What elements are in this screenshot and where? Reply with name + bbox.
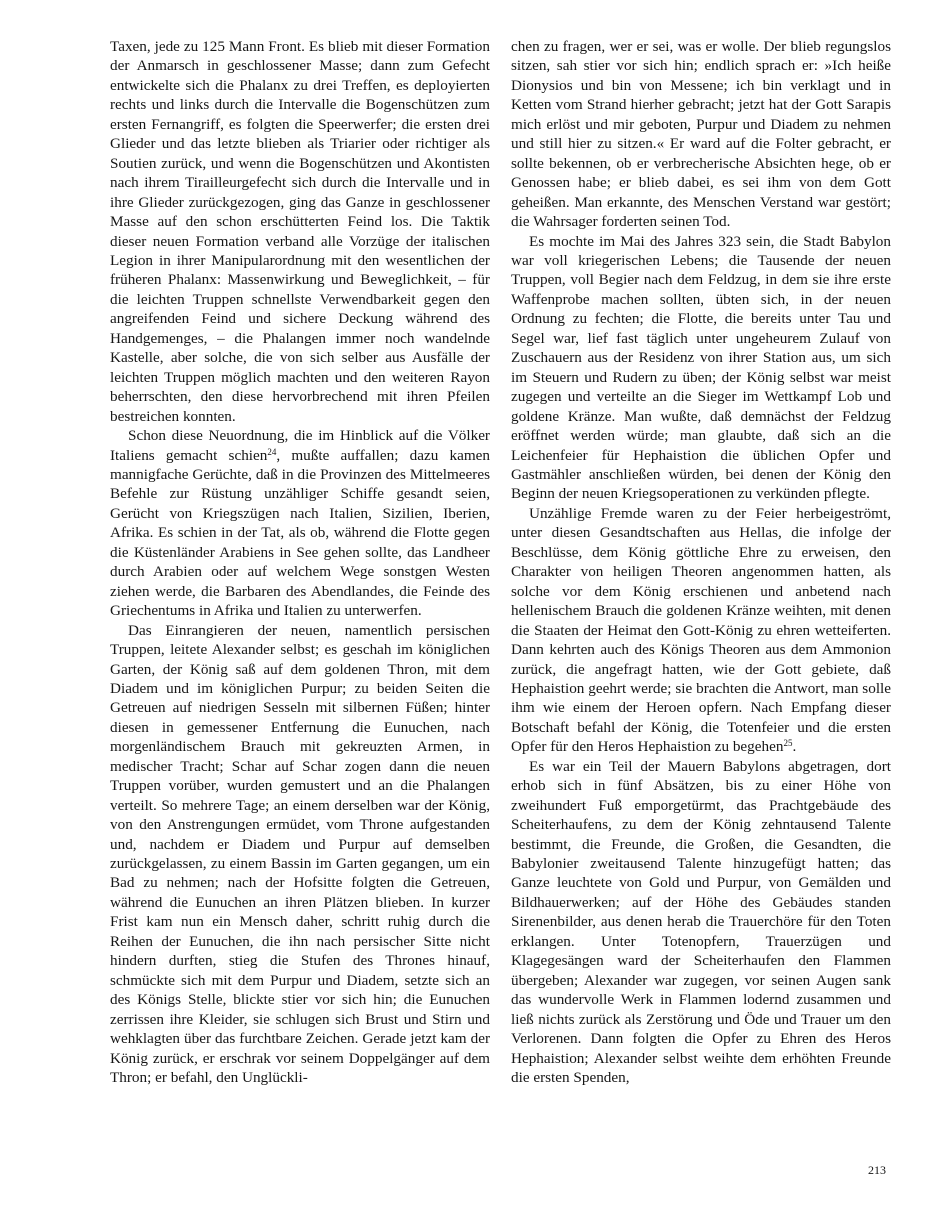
paragraph: Taxen, jede zu 125 Mann Front. Es blieb mit dieser Formation der Anmarsch in geschlossener Masse; dann zum Gefecht entwickelte sich die Phalanx zu drei Treffen, es deployierten rechts und links durch die Intervalle die Bogenschützen zum ersten Fernangriff, es folgten die Speerwerfer; die ersten drei Glieder und das letzte blieben als Triarier oder richtiger als Soutien zurück, und wenn die Bogenschützen und Akontisten nach ihrem Tirailleurgefecht sich durch die Intervalle und in ihre Glieder zurückgezogen, ging das Ganze in geschlossener Masse auf den schon erschütterten Feind los. Die Taktik dieser neuen Formation verband alle Vorzüge der italischen Legion in ihrer Manipularordnung mit den wesentlichen der früheren Phalanx: Massenwirkung und Beweglichkeit, – für die leichten Truppen schnellste Verwendbarkeit gegen den angreifenden Feind und sichere Deckung während des Handgemenges, – die Phalangen immer noch wandelnde Kastelle, aber solche, die von sich selber aus Ausfälle der leichten Truppen möglich machten und den weiteren Rayon beherrschten, den diese hervorbrechend mit ihren Pfeilen bestreichen konnten.: [110, 38, 490, 425]
paragraph: [110, 426, 490, 621]
paragraph-text: Schon diese Neuordnung, die im Hinblick auf die Völker Italiens gemacht schien: [110, 427, 490, 464]
paragraph-text: , mußte auffallen; dazu kamen mannigfache Gerüchte, daß in die Provinzen des Mittelmeeres Befehle zur Rüstung unzähliger Schiffe gesandt seien, Gerücht von Kriegszügen nach Italien, Sizilien, Iberien, Afrika. Es schien in der Tat, als ob, während die Flotte gegen die Küstenländer Arabiens in See gehen sollte, das Landheer durch Arabien oder auf welchem Wege sonstgen Westen ziehen werde, die Barbaren des Abendlandes, die Feinde des Griechentums in Afrika und Italien zu unterwerfen.: [110, 446, 490, 620]
footnote-reference: 24: [267, 446, 277, 457]
paragraph: Es mochte im Mai des Jahres 323 sein, die Stadt Babylon war voll kriegerischen Lebens; die Tausende der neuen Truppen, voll Begier nach dem Feldzug, in dem sie ihre erste Waffenprobe machen sollten, übten sich, in der neuen Ordnung zu fechten; die Flotte, die bereits unter Tau und Segel war, lief fast täglich unter ungeheurem Zulauf von Zuschauern aus der Residenz von ihrer Station aus, um sich im Steuern und Rudern zu üben; der König selbst war meist zugegen und verteilte an die Sieger im Wettkampf Lob und goldene Kränze. Man wußte, daß demnächst der Feldzug eröffnet werden würde; man glaubte, daß sich an die Leichenfeier für Hephaistion die üblichen Opfer und Gastmähler anschließen würden, bei denen der König den Beginn der neuen Kriegsoperationen zu verkünden pflegte.: [511, 232, 891, 503]
paragraph: Es war ein Teil der Mauern Babylons abgetragen, dort erhob sich in fünf Absätzen, bis zu einer Höhe von zweihundert Fuß emporgetürmt, das Prachtgebäude des Scheiterhaufens, zu dem der König zehntausend Talente bestimmt, die Freunde, die Großen, die Gesandten, die Babylonier zweitausend Talente hinzugefügt hatten; das Ganze leuchtete von Gold und Purpur, von Gemälden und Bildhauerwerken; auf der Höhe des Gebäudes standen Sirenenbilder, aus denen herab die Trauerchöre für den Toten erklangen. Unter Totenopfern, Trauerzügen und Klagegesängen ward der Scheiterhaufen den Flammen übergeben; Alexander war zugegen, vor seinen Augen sank das wundervolle Werk in Flammen lodernd zusammen und ließ nichts zurück als Zerstörung und Öde und Trauer um den Verlorenen. Dann folgten die Opfer zu Ehren des Heros Hephaistion; Alexander selbst weihte dem erhöhten Freunde die ersten Spenden,: [511, 757, 891, 1087]
footnote-reference: 25: [783, 738, 793, 749]
paragraph-text: .: [792, 738, 797, 756]
left-text-column: [110, 37, 490, 1087]
right-text-column: [511, 37, 891, 1087]
paragraph: [511, 504, 891, 757]
paragraph-text: Unzählige Fremde waren zu der Feier herbeigeströmt, unter diesen Gesandtschaften aus Hellas, die infolge der Beschlüsse, dem König göttliche Ehre zu erweisen, den Charakter von heiligen Theoren angenommen hatten, als solche vor dem König erschienen und anbetend nach hellenischem Brauch die goldenen Kränze weihten, mit denen die Staaten der Heimat den Gott-König zu ehren wetteiferten. Dann kehrten auch des Königs Theoren aus dem Ammonion zurück, die angefragt hatten, wie der Gott gebiete, daß Hephaistion geehrt werde; sie brachten die Antwort, man solle ihm wie einem der Heroen opfern. Nach Empfang dieser Botschaft befahl der König, die Totenfeier und die ersten Opfer für den Heros Hephaistion zu begehen: [511, 504, 891, 756]
paragraph: chen zu fragen, wer er sei, was er wolle. Der blieb regungslos sitzen, sah stier vor sich hin; endlich sprach er: »Ich heiße Dionysios und bin von Messene; ich bin verklagt und in Ketten vom Strand hierher gebracht; jetzt hat der Gott Sarapis mich erlöst und mir geboten, Purpur und Diadem zu nehmen und still hier zu sitzen.« Er ward auf die Folter gebracht, er sollte bekennen, ob er verbrecherische Absichten hege, ob er Genossen habe; er blieb dabei, es sei ihm von dem Gott geheißen. Man erkannte, des Menschen Verstand war gestört; die Wahrsager forderten seinen Tod.: [511, 38, 891, 231]
paragraph: Das Einrangieren der neuen, namentlich persischen Truppen, leitete Alexander selbst; es geschah im königlichen Garten, der König saß auf dem goldenen Thron, mit dem Diadem und im königlichen Purpur; zu beiden Seiten die Getreuen auf niedrigen Sesseln mit silbernen Füßen; hinter diesen in gemessener Entfernung die Eunuchen, nach morgenländischem Brauch mit gekreuzten Armen, in medischer Tracht; Schar auf Schar zogen dann die neuen Truppen vorüber, wurden gemustert und an die Phalangen verteilt. So mehrere Tage; an einem derselben war der König, von den Anstrengungen ermüdet, vom Throne aufgestanden und, nachdem er Diadem und Purpur auf demselben zurückgelassen, zu einem Bassin im Garten gegangen, um ein Bad zu nehmen; nach der Hofsitte folgten die Getreuen, während die Eunuchen an ihren Plätzen blieben. In kurzer Frist kam nun ein Mensch daher, schritt ruhig durch die Reihen der Eunuchen, die ihn nach persischer Sitte nicht hindern durften, stieg die Stufen des Thrones hinauf, schmückte sich mit dem Purpur und Diadem, setzte sich an des Königs Stelle, blickte stier vor sich hin; die Eunuchen zerrissen ihre Kleider, sie schlugen sich Brust und Stirn und wehklagten über das furchtbare Zeichen. Gerade jetzt kam der König zurück, er erschrak vor seinem Doppelgänger auf dem Thron; er befahl, den Unglückli-: [110, 621, 490, 1087]
page-number: 213: [868, 1163, 886, 1177]
